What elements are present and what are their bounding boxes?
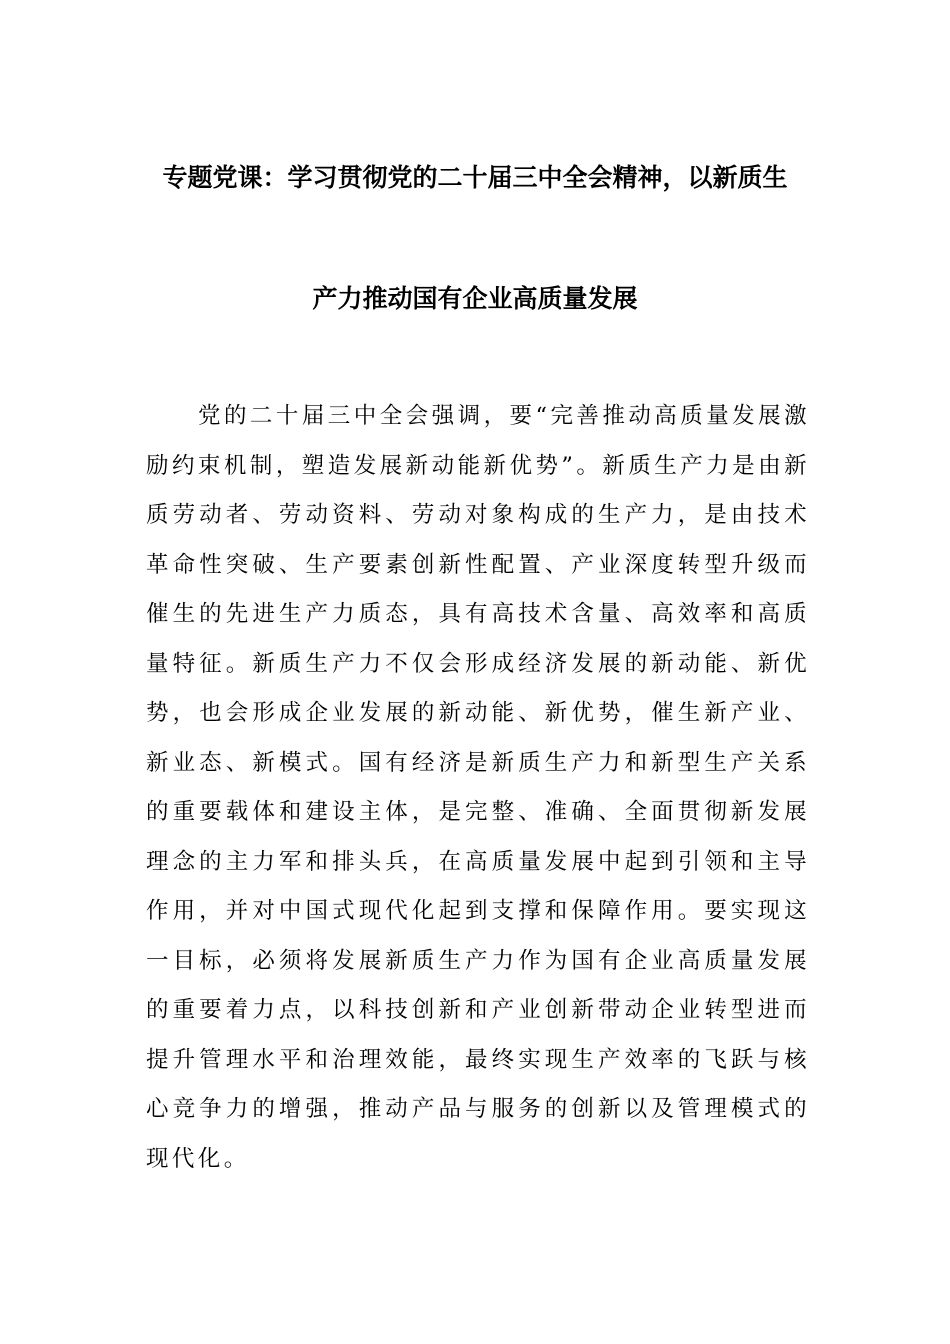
document-title-line-2: 产力推动国有企业高质量发展 [312, 284, 638, 313]
document-title-line-1: 专题党课：学习贯彻党的二十届三中全会精神，以新质生 [162, 163, 788, 192]
body-paragraph: 党的二十届三中全会强调，要“完善推动高质量发展激励约束机制，塑造发展新动能新优势”。新质生产力是由新质劳动者、劳动资料、劳动对象构成的生产力，是由技术革命性突破、生产要素创新性配置、产业深度转型升级而催生的先进生产力质态，具有高技术含量、高效率和高质量特征。新质生产力不仅会形成经济发展的新动能、新优势，也会形成企业发展的新动能、新优势，催生新产业、新业态、新模式。国有经济是新质生产力和新型生产关系的重要载体和建设主体，是完整、准确、全面贯彻新发展理念的主力军和排头兵，在高质量发展中起到引领和主导作用，并对中国式现代化起到支撑和保障作用。要实现这一目标，必须将发展新质生产力作为国有企业高质量发展的重要着力点，以科技创新和产业创新带动企业转型进而提升管理水平和治理效能，最终实现生产效率的飞跃与核心竞争力的增强，推动产品与服务的创新以及管理模式的现代化。 [146, 403, 810, 1172]
